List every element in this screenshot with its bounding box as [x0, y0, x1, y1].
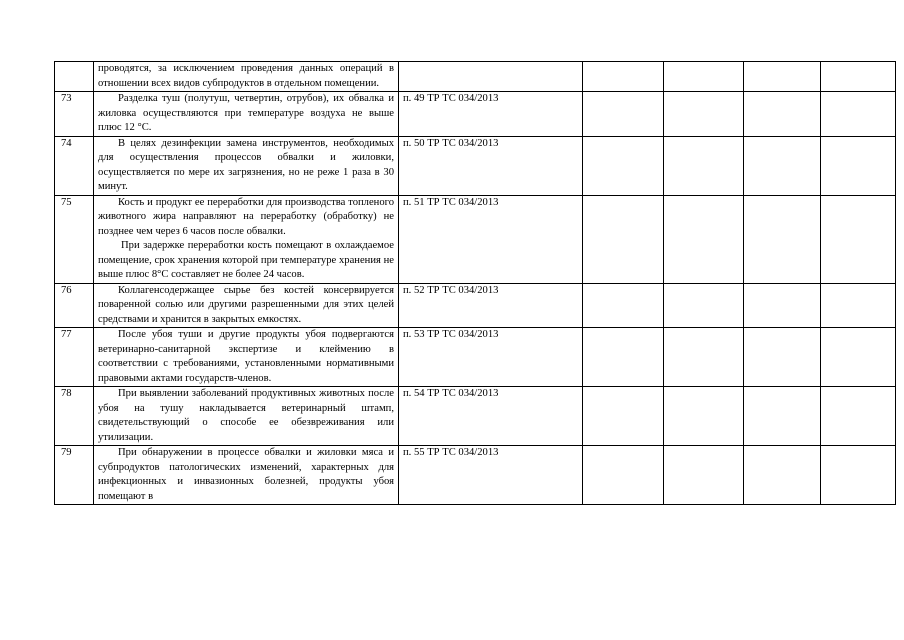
empty-cell-4: [821, 62, 896, 92]
empty-cell-1: [583, 328, 664, 387]
empty-cell-2: [664, 62, 744, 92]
regulation-reference: п. 54 ТР ТС 034/2013: [399, 387, 583, 446]
regulation-reference: п. 51 ТР ТС 034/2013: [399, 195, 583, 283]
empty-cell-3: [744, 62, 821, 92]
empty-cell-2: [664, 195, 744, 283]
requirement-paragraph: При обнаружении в процессе обвалки и жиловки мяса и субпродуктов патологических изменений, характерных для инфекционных и инвазионных болезней, продукты убоя помещают в: [98, 447, 394, 502]
row-number: 78: [55, 387, 94, 446]
requirement-paragraph: После убоя туши и другие продукты убоя подвергаются ветеринарно-санитарной экспертизе и клеймению в соответствии с требованиями, установленными нормативными правовыми актами государств-членов.: [98, 329, 394, 384]
empty-cell-2: [664, 92, 744, 137]
row-number: 73: [55, 92, 94, 137]
table-body: [55, 62, 896, 505]
empty-cell-1: [583, 136, 664, 195]
table-row: [55, 92, 896, 137]
empty-cell-1: [583, 92, 664, 137]
empty-cell-1: [583, 387, 664, 446]
requirement-text: [94, 387, 399, 446]
requirement-text: [94, 283, 399, 328]
empty-cell-3: [744, 387, 821, 446]
requirement-text: [94, 195, 399, 283]
empty-cell-3: [744, 446, 821, 505]
empty-cell-4: [821, 387, 896, 446]
empty-cell-3: [744, 195, 821, 283]
regulation-reference: п. 49 ТР ТС 034/2013: [399, 92, 583, 137]
regulation-reference: п. 50 ТР ТС 034/2013: [399, 136, 583, 195]
empty-cell-3: [744, 283, 821, 328]
empty-cell-1: [583, 283, 664, 328]
requirements-table: [54, 61, 896, 505]
requirement-text: [94, 446, 399, 505]
requirement-paragraph: Разделка туш (полутуш, четвертин, отрубов), их обвалка и жиловка осуществляются при температуре воздуха не выше плюс 12 °С.: [98, 93, 394, 133]
empty-cell-1: [583, 195, 664, 283]
table-row: [55, 283, 896, 328]
table-row: [55, 62, 896, 92]
row-number: 77: [55, 328, 94, 387]
table-row: [55, 195, 896, 283]
empty-cell-2: [664, 136, 744, 195]
empty-cell-4: [821, 328, 896, 387]
regulation-reference: п. 53 ТР ТС 034/2013: [399, 328, 583, 387]
empty-cell-3: [744, 328, 821, 387]
requirement-paragraph: При выявлении заболеваний продуктивных животных после убоя на тушу накладывается ветеринарный штамп, свидетельствующий о способе ее обезвреживания или утилизации.: [98, 388, 394, 443]
empty-cell-2: [664, 387, 744, 446]
requirement-text: [94, 328, 399, 387]
empty-cell-2: [664, 283, 744, 328]
regulation-reference: п. 55 ТР ТС 034/2013: [399, 446, 583, 505]
requirement-paragraph: В целях дезинфекции замена инструментов, необходимых для осуществления процессов обвалки и жиловки, осуществляется по мере их загрязнения, но не реже 1 раза в 30 минут.: [98, 137, 394, 192]
row-number: 76: [55, 283, 94, 328]
empty-cell-3: [744, 92, 821, 137]
row-number: [55, 62, 94, 92]
requirement-text: [94, 92, 399, 137]
empty-cell-4: [821, 446, 896, 505]
requirement-paragraph: проводятся, за исключением проведения данных операций в отношении всех видов субпродуктов в отдельном помещении.: [98, 63, 394, 89]
table-row: [55, 446, 896, 505]
requirement-text: [94, 62, 399, 92]
empty-cell-1: [583, 62, 664, 92]
row-number: 79: [55, 446, 94, 505]
regulation-reference: п. 52 ТР ТС 034/2013: [399, 283, 583, 328]
empty-cell-2: [664, 328, 744, 387]
table-row: [55, 136, 896, 195]
empty-cell-2: [664, 446, 744, 505]
table-row: [55, 387, 896, 446]
row-number: 74: [55, 136, 94, 195]
requirement-paragraph: Кость и продукт ее переработки для производства топленого животного жира направляют на переработку (обработку) не позднее чем через 6 часов после обвалки.: [98, 196, 394, 237]
empty-cell-4: [821, 136, 896, 195]
requirement-text: [94, 136, 399, 195]
empty-cell-4: [821, 283, 896, 328]
empty-cell-3: [744, 136, 821, 195]
table-row: [55, 328, 896, 387]
requirement-paragraph: Коллагенсодержащее сырье без костей консервируется поваренной солью или другими разрешенными для этих целей средствами и хранится в закрытых емкостях.: [98, 284, 394, 325]
empty-cell-1: [583, 446, 664, 505]
empty-cell-4: [821, 195, 896, 283]
requirement-paragraph: При задержке переработки кость помещают в охлаждаемое помещение, срок хранения которой при температуре хранения не выше плюс 8°С составляет не более 24 часов.: [98, 240, 394, 280]
row-number: 75: [55, 195, 94, 283]
regulation-reference: [399, 62, 583, 92]
empty-cell-4: [821, 92, 896, 137]
